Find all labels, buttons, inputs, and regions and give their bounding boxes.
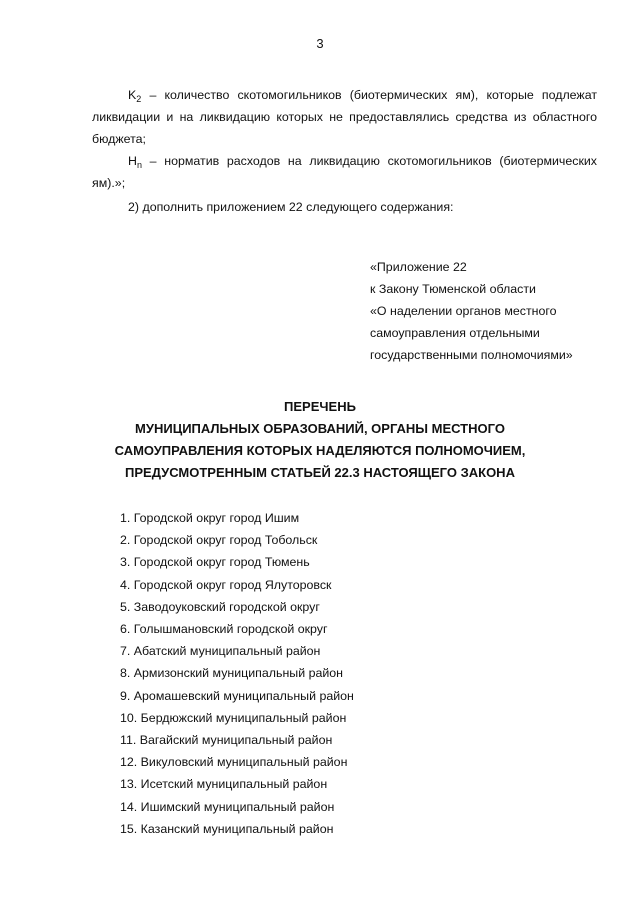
page-number: 3 — [316, 36, 324, 51]
appendix-header — [370, 256, 573, 366]
list-item: 13. Исетский муниципальный район — [120, 777, 328, 792]
list-item: 10. Бердюжский муниципальный район — [120, 710, 347, 725]
list-item: 12. Викуловский муниципальный район — [120, 755, 348, 770]
list-item: 14. Ишимский муниципальный район — [120, 799, 335, 814]
list-item: 6. Голышмановский городской округ — [120, 622, 328, 637]
list-item: 15. Казанский муниципальный район — [120, 821, 334, 836]
hn-definition-line1: $Н_n$ – норматив расходов на ликвидацию скотомогильников (биотермических — [128, 154, 597, 170]
heading-line: САМОУПРАВЛЕНИЯ КОТОРЫХ НАДЕЛЯЮТСЯ ПОЛНОМОЧИЕМ, — [114, 443, 526, 458]
hn-variable: $Н_n$ — [128, 154, 142, 170]
amendment-item-2: 2) дополнить приложением 22 следующего содержания: — [128, 200, 454, 214]
k2-definition-line2: ликвидации и на ликвидацию которых не предоставлялись средства из областного — [92, 110, 597, 124]
municipalities-list — [120, 507, 354, 840]
list-item: 9. Аромашевский муниципальный район — [120, 688, 354, 703]
appendix-line: самоуправления отдельными — [370, 326, 540, 340]
k2-definition-line3: бюджета; — [92, 132, 146, 146]
list-item: 7. Абатский муниципальный район — [120, 644, 321, 659]
list-item: 1. Городской округ город Ишим — [120, 511, 300, 525]
k2-definition-line1: $K_2$ – количество скотомогильников (биотермических ям), которые подлежат — [128, 88, 598, 104]
heading-line: ПРЕДУСМОТРЕННЫМ СТАТЬЕЙ 22.3 НАСТОЯЩЕГО ЗАКОНА — [125, 465, 515, 480]
list-item: 4. Городской округ город Ялуторовск — [120, 577, 332, 592]
list-item: 11. Вагайский муниципальный район — [120, 733, 333, 748]
appendix-line: «О наделении органов местного — [370, 304, 557, 318]
list-item: 2. Городской округ город Тобольск — [120, 533, 318, 548]
hn-definition-line2: ям).»; — [92, 176, 126, 190]
appendix-line: «Приложение 22 — [370, 260, 467, 274]
list-item: 3. Городской округ город Тюмень — [120, 555, 310, 570]
heading-title: ПЕРЕЧЕНЬ — [284, 399, 356, 414]
appendix-line: государственными полномочиями» — [370, 348, 573, 362]
list-item: 5. Заводоуковский городской округ — [120, 599, 320, 614]
appendix-line: к Закону Тюменской области — [370, 282, 536, 296]
k2-variable: $K_2$ — [128, 88, 142, 104]
list-item: 8. Армизонский муниципальный район — [120, 666, 344, 681]
heading-line: МУНИЦИПАЛЬНЫХ ОБРАЗОВАНИЙ, ОРГАНЫ МЕСТНОГО — [135, 421, 505, 436]
list-heading — [0, 396, 640, 484]
